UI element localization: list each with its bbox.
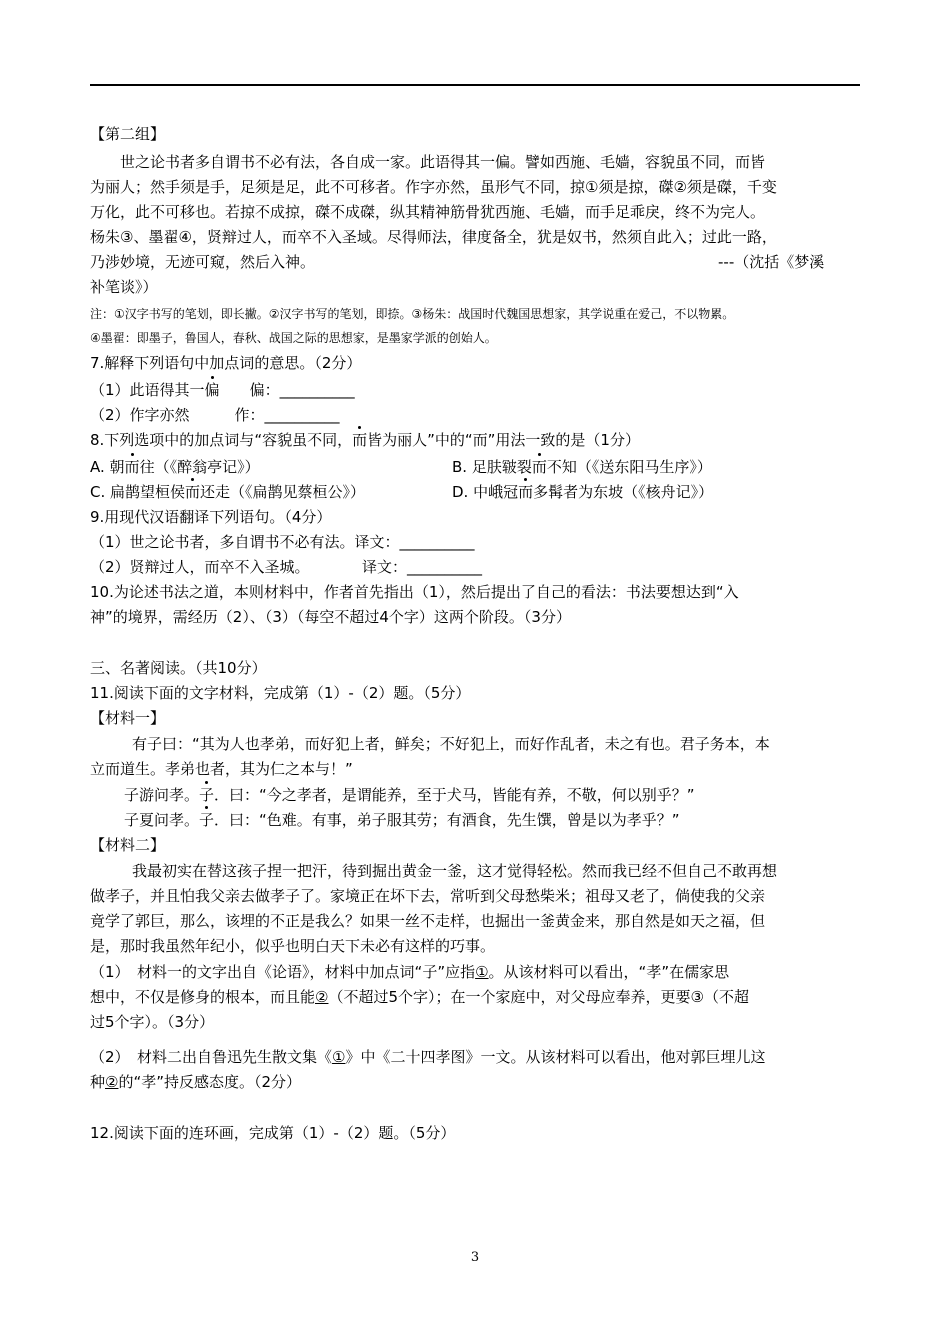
material-2-line: 我最初实在替这孩子捏一把汗，待到掘出黄金一釜，这才觉得轻松。然而我已经不但自己不敢再想 [132,862,778,880]
option-b[interactable]: B. 足肤皲裂而不知（《送东阳马生序》） [452,458,712,476]
source-citation: ---（沈括《梦溪 [718,253,825,271]
material-2-heading: 【材料二】 [90,836,166,854]
dotted-word: 子 [199,786,215,804]
question-7-item-1: （1）此语得其一偏 偏：__________ [90,381,355,399]
answer-blank[interactable]: __________ [264,406,340,424]
material-2-line: 做孝子，并且怕我父亲去做孝子了。家境正在坏下去，常听到父母愁柴米；祖母又老了，倘使我的父亲 [90,887,766,905]
passage-line: 万化，此不可移也。若掠不成掠，磔不成磔，纵其精神筋骨犹西施、毛嫱，而手足乖戾，终不为完人。 [90,203,766,221]
answer-blank[interactable]: ② [315,988,329,1006]
question-11-part-1-cont: 过5个字）。（3分） [90,1013,215,1031]
question-8-stem: 8.下列选项中的加点词与“容貌虽不同，而皆为丽人”中的“而”用法一致的是（1分） [90,431,640,449]
material-1-line: 有子曰：“其为人也孝弟，而好犯上者，鲜矣；不好犯上，而好作乱者，未之有也。君子务本，本 [132,735,770,753]
group2-heading: 【第二组】 [90,125,166,143]
dotted-word: 而 [531,458,547,476]
question-10-line: 10.为论述书法之道，本则材料中，作者首先指出（1），然后提出了自己的看法：书法要想达到“入 [90,583,739,601]
footnote: 注：①汉字书写的笔划，即长撇。②汉字书写的笔划，即捺。③杨朱：战国时代魏国思想家，其学说重在爱己，不以物累。 [90,307,735,321]
material-2-line: 是，那时我虽然年纪小，似乎也明白天下未必有这样的巧事。 [90,937,496,955]
question-11-part-2: （2） 材料二出自鲁迅先生散文集《①》中《二十四孝图》一文。从该材料可以看出，他对郭巨埋儿这 [90,1048,766,1066]
section-3-heading: 三、名著阅读。（共10分） [90,659,267,677]
option-a[interactable]: A. 朝而往（《醉翁亭记》） [90,458,260,476]
material-1-heading: 【材料一】 [90,709,166,727]
passage-line: 杨朱③、墨翟④，贤辩过人，而卒不入圣域。尽得师法，律度备全，犹是奴书，然须自此入；过此一路， [90,228,777,246]
dotted-word: 偏 [204,381,220,399]
question-11-stem: 11.阅读下面的文字材料，完成第（1）-（2）题。（5分） [90,684,471,702]
passage-line: 乃涉妙境，无迹可窥，然后入神。 [90,253,316,271]
option-c[interactable]: C. 扁鹊望桓侯而还走（《扁鹊见蔡桓公》） [90,483,366,501]
dotted-word: 而 [518,483,534,501]
material-1-line: 子游问孝。子．曰：“今之孝者，是谓能养，至于犬马，皆能有养，不敬，何以别乎？” [124,786,695,804]
passage-line: 为丽人；然手须是手，足须是足，此不可移者。作字亦然，虽形气不同，掠①须是掠，磔②须是磔，千变 [90,178,777,196]
question-11-part-1-cont: 想中，不仅是修身的根本，而且能②（不超过5个字）；在一个家庭中，对父母应奉养，更要③（不超 [90,988,749,1006]
material-1-line: 立而道生。孝弟也者，其为仁之本与！” [90,760,353,778]
answer-blank[interactable]: ① [475,963,489,981]
dotted-word: 而 [124,458,140,476]
passage-line: 世之论书者多自谓书不必有法，各自成一家。此语得其一偏。譬如西施、毛嫱，容貌虽不同，而皆 [120,153,766,171]
source-citation-cont: 补笔谈》） [90,278,158,296]
question-9-item-1: （1）世之论书者，多自谓书不必有法。译文：__________ [90,533,475,551]
material-2-line: 竟学了郭巨，那么，该埋的不正是我么？如果一丝不走样，也掘出一釜黄金来，那自然是如天之福，但 [90,912,766,930]
answer-blank[interactable]: ① [332,1048,346,1066]
question-7-stem: 7.解释下列语句中加点词的意思。（2分） [90,354,362,372]
page-number: 3 [470,1250,480,1265]
footnote: ④墨翟：即墨子，鲁国人，春秋、战国之际的思想家，是墨家学派的创始人。 [90,331,497,345]
dotted-word: 而 [352,431,368,449]
dotted-word: 而 [185,483,201,501]
question-9-stem: 9.用现代汉语翻译下列语句。（4分） [90,508,332,526]
question-11-part-1: （1） 材料一的文字出自《论语》，材料中加点词“子”应指①。从该材料可以看出，“孝”在儒家思 [90,963,730,981]
question-7-item-2: （2）作字亦然 作：__________ [90,406,340,424]
material-1-line: 子夏问孝。子．曰：“色难。有事，弟子服其劳；有酒食，先生馔，曾是以为孝乎？” [124,811,680,829]
question-9-item-2: （2）贤辩过人，而卒不入圣城。 译文：__________ [90,558,483,576]
header-rule [90,84,860,86]
option-d[interactable]: D. 中峨冠而多髯者为东坡（《核舟记》） [452,483,714,501]
answer-blank[interactable]: ② [105,1073,119,1091]
question-11-part-2-cont: 种②的“孝”持反感态度。（2分） [90,1073,302,1091]
question-10-line: 神”的境界，需经历（2）、（3）（每空不超过4个字）这两个阶段。（3分） [90,608,571,626]
question-12-stem: 12.阅读下面的连环画，完成第（1）-（2）题。（5分） [90,1124,456,1142]
dotted-word: 子 [199,811,215,829]
